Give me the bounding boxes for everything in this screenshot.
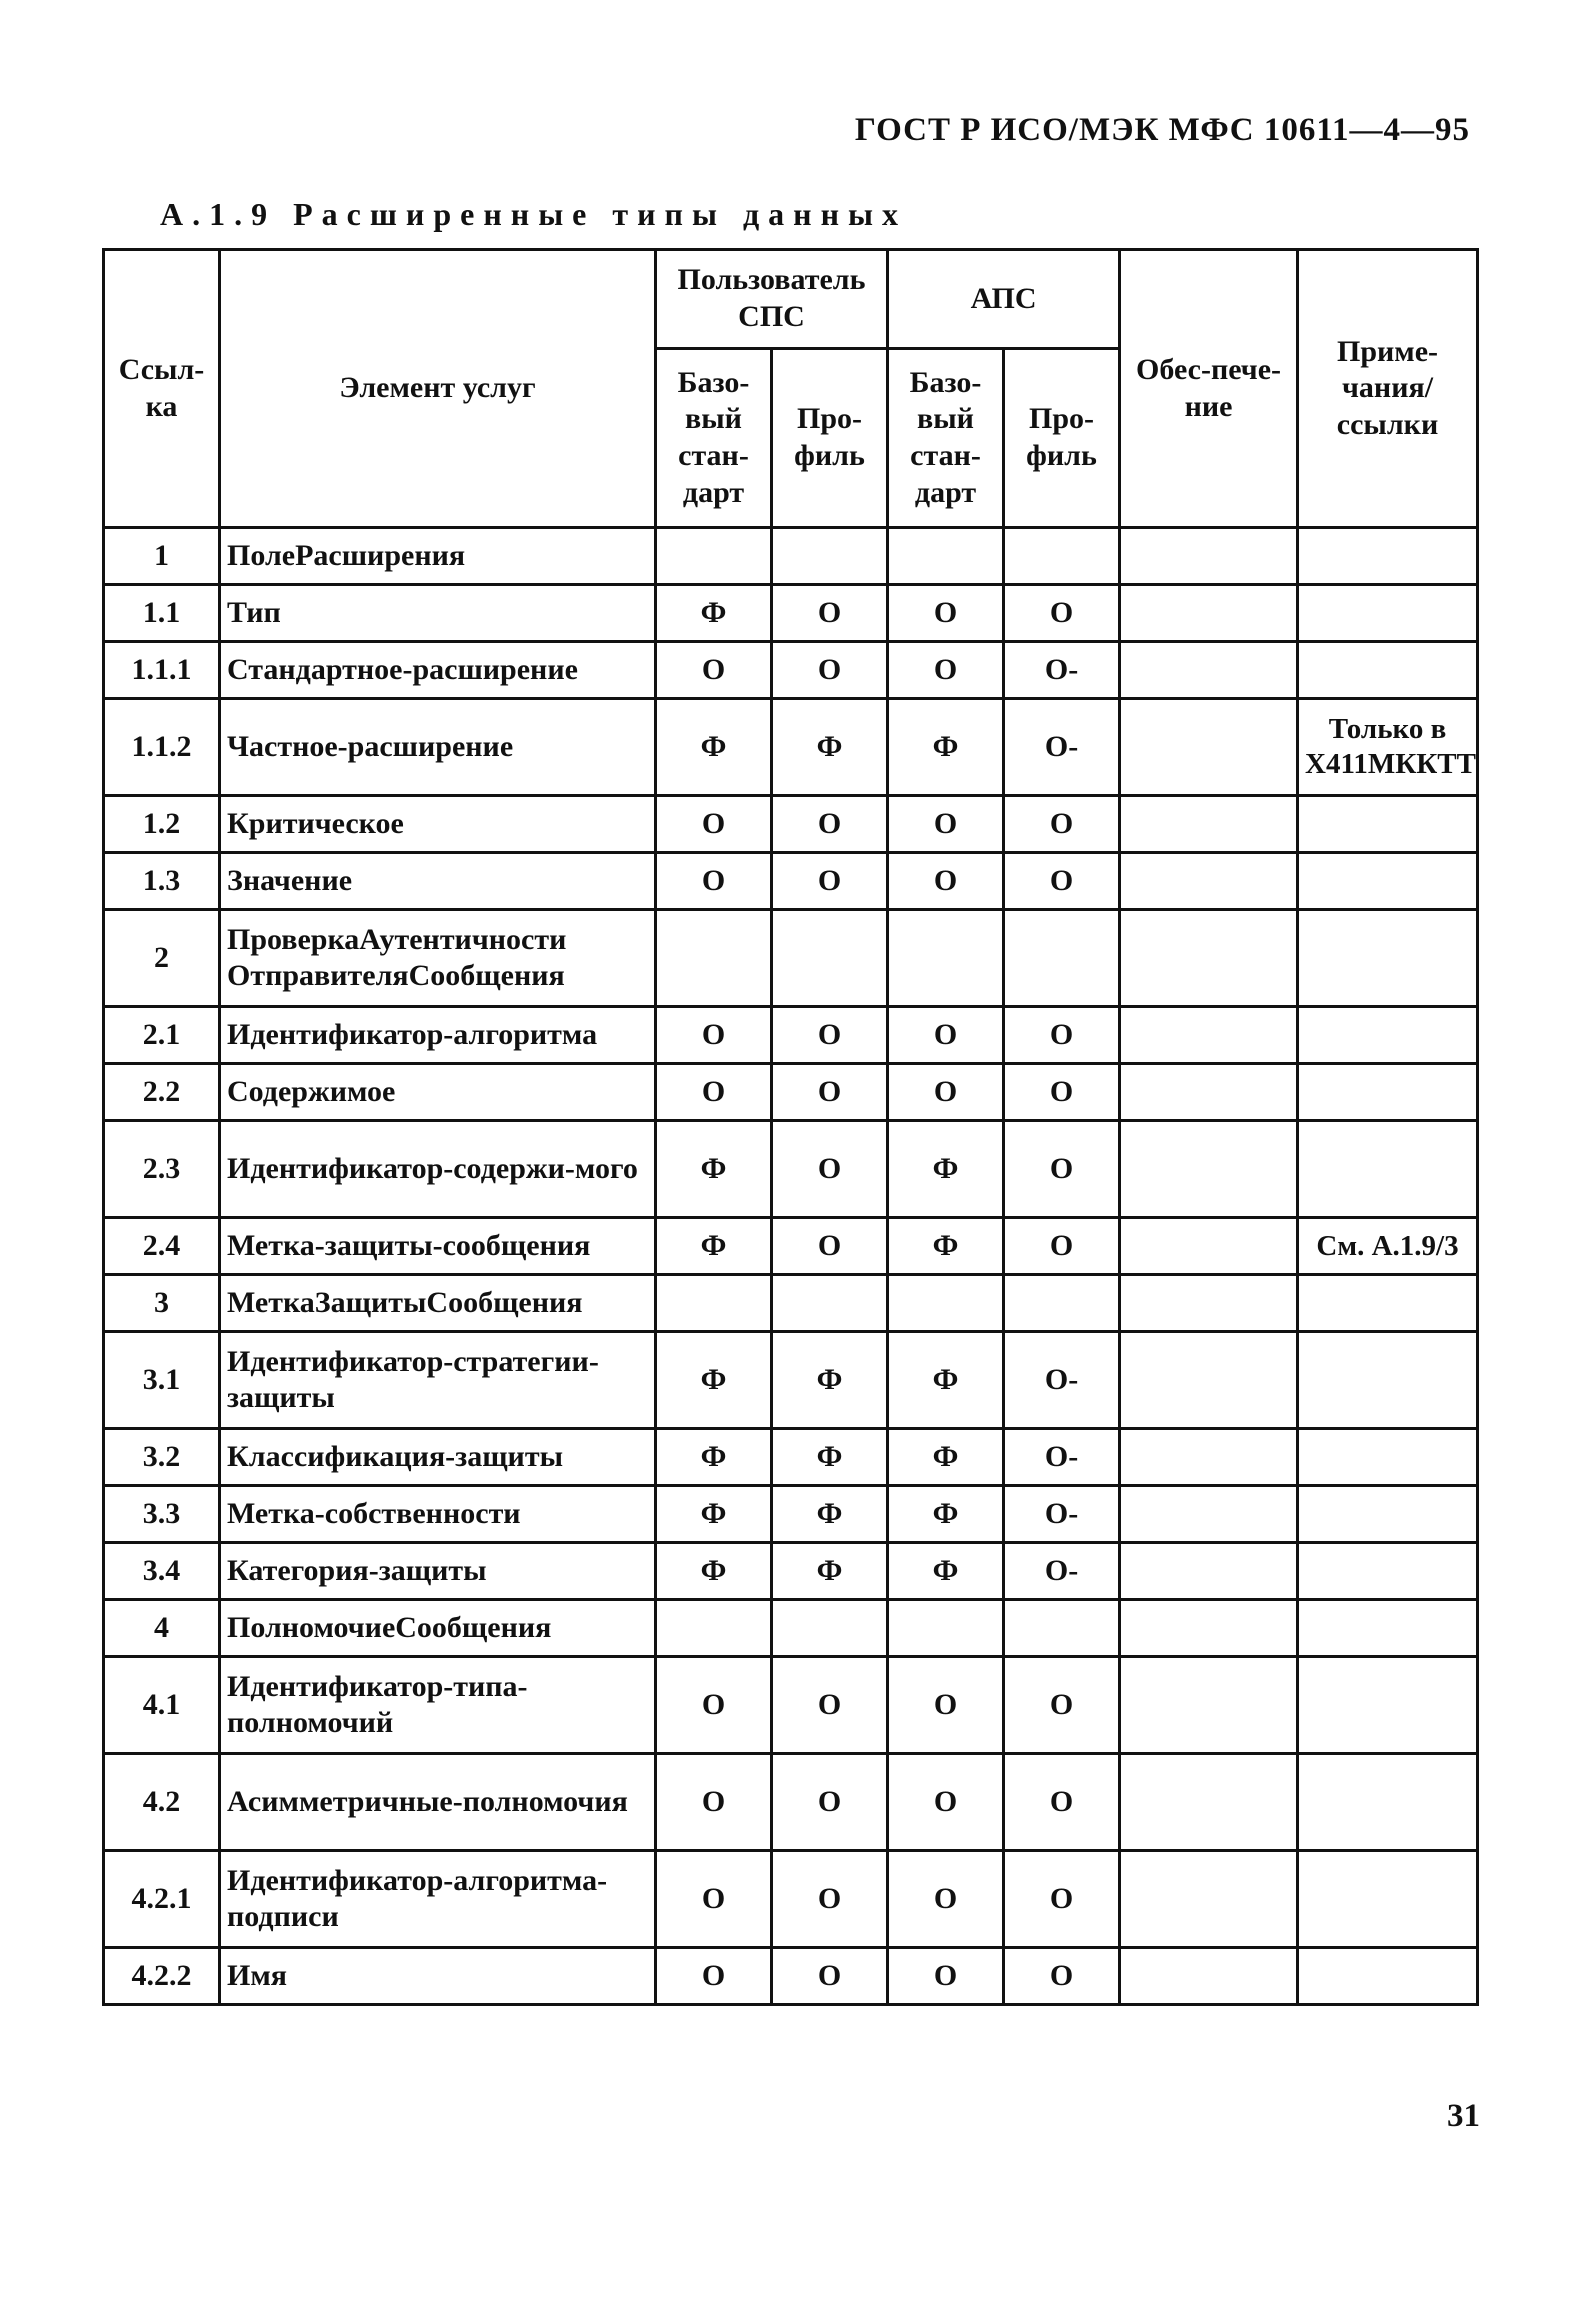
row-support <box>1120 1948 1298 2005</box>
row-element: Имя <box>220 1948 656 2005</box>
row-user-profile <box>772 528 888 585</box>
row-note <box>1298 1007 1478 1064</box>
row-ans-profile: О <box>1004 1064 1120 1121</box>
table-row <box>104 1275 1478 1332</box>
row-note <box>1298 853 1478 910</box>
row-support <box>1120 1332 1298 1429</box>
row-user-profile: О <box>772 1218 888 1275</box>
row-ans-profile: О- <box>1004 699 1120 796</box>
row-ans-profile: О <box>1004 1657 1120 1754</box>
row-ans-base: О <box>888 853 1004 910</box>
row-support <box>1120 699 1298 796</box>
header-ans-profile: Про-филь <box>1004 349 1120 528</box>
row-support <box>1120 1121 1298 1218</box>
row-ref: 4.2.1 <box>104 1851 220 1948</box>
row-user-profile: О <box>772 1948 888 2005</box>
row-note: Только в Х411МККТТ <box>1298 699 1478 796</box>
row-user-base: Ф <box>656 585 772 642</box>
row-note <box>1298 1064 1478 1121</box>
row-ans-base: О <box>888 1007 1004 1064</box>
row-ans-profile: О- <box>1004 1429 1120 1486</box>
table-row <box>104 1851 1478 1948</box>
row-support <box>1120 1543 1298 1600</box>
row-user-profile: О <box>772 1064 888 1121</box>
row-user-profile: О <box>772 1851 888 1948</box>
header-ref: Ссыл-ка <box>104 250 220 528</box>
row-user-profile: Ф <box>772 1486 888 1543</box>
row-user-base: О <box>656 1851 772 1948</box>
row-support <box>1120 1600 1298 1657</box>
row-user-base: Ф <box>656 699 772 796</box>
row-ans-base <box>888 528 1004 585</box>
row-ans-profile <box>1004 1275 1120 1332</box>
row-ref: 4.2.2 <box>104 1948 220 2005</box>
row-element: Тип <box>220 585 656 642</box>
row-user-profile: О <box>772 796 888 853</box>
row-user-base <box>656 1275 772 1332</box>
table-row <box>104 699 1478 796</box>
row-user-profile: Ф <box>772 1543 888 1600</box>
row-ans-base: О <box>888 642 1004 699</box>
row-ans-profile: О <box>1004 1218 1120 1275</box>
row-note <box>1298 528 1478 585</box>
row-user-base: О <box>656 796 772 853</box>
table-row <box>104 1332 1478 1429</box>
row-ans-base: О <box>888 1851 1004 1948</box>
row-element: Идентификатор-содержи-мого <box>220 1121 656 1218</box>
row-support <box>1120 1486 1298 1543</box>
row-user-base: Ф <box>656 1429 772 1486</box>
row-note <box>1298 1429 1478 1486</box>
row-note <box>1298 1754 1478 1851</box>
row-ans-profile: О <box>1004 796 1120 853</box>
row-ref: 3.4 <box>104 1543 220 1600</box>
row-user-base: Ф <box>656 1218 772 1275</box>
row-ref: 1.1.2 <box>104 699 220 796</box>
row-ans-base: Ф <box>888 1121 1004 1218</box>
row-support <box>1120 1218 1298 1275</box>
row-ans-base: О <box>888 1657 1004 1754</box>
row-note <box>1298 1332 1478 1429</box>
row-note <box>1298 1486 1478 1543</box>
header-ans-base-standard: Базо-вый стан-дарт <box>888 349 1004 528</box>
row-ans-base: Ф <box>888 1332 1004 1429</box>
table-row <box>104 1948 1478 2005</box>
row-user-base: О <box>656 642 772 699</box>
row-element: Критическое <box>220 796 656 853</box>
row-ref: 2 <box>104 910 220 1007</box>
row-ans-base: Ф <box>888 1218 1004 1275</box>
row-ans-base: О <box>888 1064 1004 1121</box>
row-support <box>1120 853 1298 910</box>
row-user-profile: О <box>772 853 888 910</box>
row-ref: 2.1 <box>104 1007 220 1064</box>
header-ans-group: АПС <box>888 250 1120 349</box>
row-user-profile: Ф <box>772 1332 888 1429</box>
row-support <box>1120 528 1298 585</box>
table-row <box>104 853 1478 910</box>
row-support <box>1120 642 1298 699</box>
row-user-base: О <box>656 1948 772 2005</box>
table-row <box>104 585 1478 642</box>
page-number: 31 <box>1447 2098 1480 2134</box>
row-ans-profile: О- <box>1004 1486 1120 1543</box>
row-element: ПроверкаАутентичности ОтправителяСообщения <box>220 910 656 1007</box>
document-header: ГОСТ Р ИСО/МЭК МФС 10611—4—95 <box>854 112 1470 148</box>
row-ans-base: Ф <box>888 699 1004 796</box>
row-user-profile: Ф <box>772 699 888 796</box>
row-note <box>1298 1851 1478 1948</box>
table-row <box>104 1754 1478 1851</box>
row-support <box>1120 585 1298 642</box>
row-ref: 2.4 <box>104 1218 220 1275</box>
row-user-base <box>656 528 772 585</box>
section-title: А.1.9 Расширенные типы данных <box>160 196 907 232</box>
row-element: Идентификатор-алгоритма <box>220 1007 656 1064</box>
row-ans-profile: О <box>1004 1851 1120 1948</box>
row-user-profile: О <box>772 1007 888 1064</box>
table-row <box>104 1486 1478 1543</box>
row-ans-profile: О <box>1004 1007 1120 1064</box>
row-user-base: О <box>656 853 772 910</box>
row-element: Метка-защиты-сообщения <box>220 1218 656 1275</box>
row-ans-base: О <box>888 585 1004 642</box>
row-element: ПолномочиеСообщения <box>220 1600 656 1657</box>
row-ref: 2.2 <box>104 1064 220 1121</box>
table-row <box>104 1543 1478 1600</box>
row-ans-base <box>888 1600 1004 1657</box>
row-ans-profile: О- <box>1004 1332 1120 1429</box>
row-ref: 3 <box>104 1275 220 1332</box>
row-user-profile: О <box>772 1121 888 1218</box>
data-types-table <box>102 248 1479 2006</box>
table-row <box>104 910 1478 1007</box>
header-support: Обес-пече-ние <box>1120 250 1298 528</box>
row-ans-profile: О <box>1004 585 1120 642</box>
row-element: Асимметричные-полномочия <box>220 1754 656 1851</box>
row-ans-profile: О <box>1004 1754 1120 1851</box>
header-user-base-standard: Базо-вый стан-дарт <box>656 349 772 528</box>
row-ans-base: Ф <box>888 1429 1004 1486</box>
row-note <box>1298 796 1478 853</box>
row-note <box>1298 585 1478 642</box>
row-user-profile <box>772 910 888 1007</box>
row-ref: 1 <box>104 528 220 585</box>
row-element: ПолеРасширения <box>220 528 656 585</box>
row-ref: 4.1 <box>104 1657 220 1754</box>
row-ans-profile: О <box>1004 1948 1120 2005</box>
row-ans-base: О <box>888 796 1004 853</box>
row-support <box>1120 1657 1298 1754</box>
row-element: Содержимое <box>220 1064 656 1121</box>
row-element: Значение <box>220 853 656 910</box>
row-element: Метка-собственности <box>220 1486 656 1543</box>
row-ans-profile: О <box>1004 853 1120 910</box>
row-user-profile: О <box>772 1657 888 1754</box>
row-user-profile: О <box>772 585 888 642</box>
row-user-base: Ф <box>656 1486 772 1543</box>
row-support <box>1120 1754 1298 1851</box>
row-ans-base: О <box>888 1754 1004 1851</box>
row-support <box>1120 796 1298 853</box>
row-ans-profile <box>1004 528 1120 585</box>
row-note <box>1298 1543 1478 1600</box>
header-user-profile: Про-филь <box>772 349 888 528</box>
table-row <box>104 1600 1478 1657</box>
row-note <box>1298 1275 1478 1332</box>
row-element: Категория-защиты <box>220 1543 656 1600</box>
table-row <box>104 1064 1478 1121</box>
row-note <box>1298 910 1478 1007</box>
row-ans-base: Ф <box>888 1543 1004 1600</box>
row-note <box>1298 1600 1478 1657</box>
header-element: Элемент услуг <box>220 250 656 528</box>
row-ref: 1.1.1 <box>104 642 220 699</box>
row-element: Идентификатор-алгоритма-подписи <box>220 1851 656 1948</box>
row-ans-base <box>888 1275 1004 1332</box>
row-user-base: О <box>656 1754 772 1851</box>
row-element: Стандартное-расширение <box>220 642 656 699</box>
row-note <box>1298 1948 1478 2005</box>
row-ref: 2.3 <box>104 1121 220 1218</box>
row-ans-profile <box>1004 1600 1120 1657</box>
row-user-profile <box>772 1600 888 1657</box>
row-ref: 3.3 <box>104 1486 220 1543</box>
row-user-base: Ф <box>656 1543 772 1600</box>
row-element: МеткаЗащитыСообщения <box>220 1275 656 1332</box>
row-note <box>1298 642 1478 699</box>
row-support <box>1120 1007 1298 1064</box>
row-ans-base: Ф <box>888 1486 1004 1543</box>
row-ref: 3.2 <box>104 1429 220 1486</box>
row-user-base: Ф <box>656 1121 772 1218</box>
row-element: Идентификатор-стратегии-защиты <box>220 1332 656 1429</box>
row-element: Частное-расширение <box>220 699 656 796</box>
table-row <box>104 642 1478 699</box>
row-note: См. А.1.9/3 <box>1298 1218 1478 1275</box>
row-user-base: О <box>656 1657 772 1754</box>
table-row <box>104 1007 1478 1064</box>
header-user-group: Пользователь СПС <box>656 250 888 349</box>
row-ref: 1.1 <box>104 585 220 642</box>
row-ans-base: О <box>888 1948 1004 2005</box>
row-ref: 4 <box>104 1600 220 1657</box>
row-support <box>1120 1429 1298 1486</box>
row-user-base: О <box>656 1064 772 1121</box>
row-ans-profile <box>1004 910 1120 1007</box>
row-user-profile: О <box>772 1754 888 1851</box>
header-notes: Приме-чания/ссылки <box>1298 250 1478 528</box>
row-element: Классификация-защиты <box>220 1429 656 1486</box>
row-ref: 1.2 <box>104 796 220 853</box>
row-note <box>1298 1121 1478 1218</box>
table-row <box>104 528 1478 585</box>
row-user-profile: О <box>772 642 888 699</box>
row-element: Идентификатор-типа-полномочий <box>220 1657 656 1754</box>
row-user-base <box>656 910 772 1007</box>
row-note <box>1298 1657 1478 1754</box>
row-ans-profile: О- <box>1004 1543 1120 1600</box>
row-user-profile <box>772 1275 888 1332</box>
table-row <box>104 796 1478 853</box>
table-row <box>104 1429 1478 1486</box>
row-ref: 3.1 <box>104 1332 220 1429</box>
row-ref: 4.2 <box>104 1754 220 1851</box>
row-support <box>1120 1275 1298 1332</box>
table-row <box>104 1657 1478 1754</box>
table-row <box>104 1218 1478 1275</box>
row-user-base <box>656 1600 772 1657</box>
row-support <box>1120 1851 1298 1948</box>
row-support <box>1120 910 1298 1007</box>
row-support <box>1120 1064 1298 1121</box>
row-ans-profile: О- <box>1004 642 1120 699</box>
row-user-base: Ф <box>656 1332 772 1429</box>
row-ans-profile: О <box>1004 1121 1120 1218</box>
row-user-profile: Ф <box>772 1429 888 1486</box>
table-row <box>104 1121 1478 1218</box>
row-ans-base <box>888 910 1004 1007</box>
row-user-base: О <box>656 1007 772 1064</box>
row-ref: 1.3 <box>104 853 220 910</box>
